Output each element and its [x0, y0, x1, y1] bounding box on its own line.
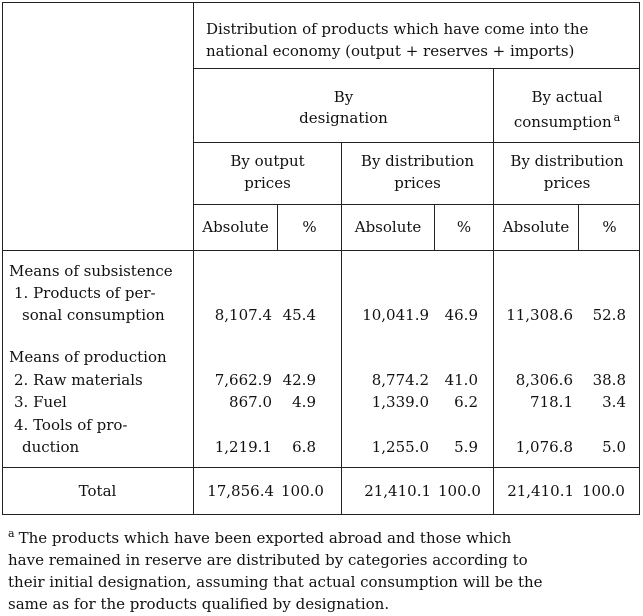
by-dist-prices-2-line-1: By distribution: [510, 152, 624, 170]
by-designation-line-1: By: [333, 88, 354, 106]
stub-row4-line-1: 4. Tools of pro-: [14, 416, 128, 434]
by-actual-line-2: [494, 107, 640, 133]
col-head-absolute-1: Absolute: [202, 218, 269, 236]
col-head-absolute-3: Absolute: [502, 218, 570, 236]
footnote-marker: a: [613, 111, 621, 124]
top-header-line-1: Distribution of products which have come into the: [206, 20, 589, 38]
r1-abs-dist: 10,041.9: [362, 306, 429, 324]
col-head-absolute-2: Absolute: [354, 218, 422, 236]
stub-row2: 2. Raw materials: [14, 371, 143, 389]
stub-means-of-production: Means of production: [9, 348, 167, 366]
by-designation-line-2: designation: [299, 109, 388, 127]
rule-under-column-heads: [2, 250, 640, 251]
stub-total: Total: [78, 482, 117, 500]
by-dist-prices-1-line-2: prices: [394, 174, 441, 192]
top-header-line-2: national economy (output + reserves + imports): [206, 42, 575, 60]
by-dist-prices-1-line-1: By distribution: [360, 152, 475, 170]
r3-abs-output: 867.0: [229, 393, 272, 411]
col-head-percent-2: %: [456, 218, 472, 236]
r1-abs-output: 8,107.4: [214, 306, 272, 324]
stub-row1-line-2: sonal consumption: [22, 306, 165, 324]
rule-under-designation: [194, 142, 640, 143]
by-actual-line-1: By actual: [531, 88, 603, 106]
r3-pct-output: 4.9: [292, 393, 316, 411]
footnote: [8, 523, 638, 615]
r2-abs-dist: 8,774.2: [371, 371, 429, 389]
stub-means-of-subsistence: Means of subsistence: [9, 262, 173, 280]
r2-pct-dist: 41.0: [444, 371, 478, 389]
stub-row3: 3. Fuel: [14, 393, 67, 411]
footnote-mark: a: [8, 527, 15, 540]
col-head-percent-1: %: [302, 218, 317, 236]
total-pct-output: 100.0: [281, 482, 324, 500]
rule-under-prices: [194, 204, 640, 205]
r2-pct-actual: 38.8: [592, 371, 626, 389]
total-pct-dist: 100.0: [438, 482, 481, 500]
col-head-percent-3: %: [602, 218, 617, 236]
r4-pct-dist: 5.9: [454, 438, 478, 456]
rule-output-distribution: [341, 142, 342, 515]
rule-above-total: [2, 467, 640, 468]
r4-pct-actual: 5.0: [602, 438, 626, 456]
r3-pct-actual: 3.4: [602, 393, 626, 411]
total-abs-actual: 21,410.1: [507, 482, 574, 500]
by-dist-prices-2-line-2: prices: [543, 174, 591, 192]
total-abs-output: 17,856.4: [207, 482, 274, 500]
footnote-line-4: same as for the products qualified by designation.: [8, 595, 390, 613]
r2-abs-output: 7,662.9: [214, 371, 272, 389]
r2-pct-output: 42.9: [282, 371, 316, 389]
r3-abs-actual: 718.1: [530, 393, 573, 411]
by-output-prices-line-2: prices: [244, 174, 291, 192]
stub-row1-line-1: 1. Products of per-: [14, 284, 156, 302]
r1-pct-actual: 52.8: [592, 306, 626, 324]
r4-abs-output: 1,219.1: [214, 438, 272, 456]
r1-abs-actual: 11,308.6: [506, 306, 573, 324]
r4-abs-dist: 1,255.0: [371, 438, 429, 456]
r4-abs-actual: 1,076.8: [515, 438, 573, 456]
by-actual-consumption-text: consumption: [513, 113, 612, 131]
by-output-prices-line-1: By output: [230, 152, 305, 170]
r3-pct-dist: 6.2: [454, 393, 478, 411]
footnote-text-1: The products which have been exported abroad and those which: [18, 529, 512, 547]
r3-abs-dist: 1,339.0: [371, 393, 429, 411]
footnote-line-1: [8, 523, 638, 549]
r1-pct-dist: 46.9: [444, 306, 478, 324]
total-abs-dist: 21,410.1: [364, 482, 431, 500]
total-pct-actual: 100.0: [582, 482, 625, 500]
rule-under-top-header: [194, 68, 640, 69]
r1-pct-output: 45.4: [282, 306, 316, 324]
stub-row4-line-2: duction: [22, 438, 80, 456]
footnote-line-2: have remained in reserve are distributed by categories according to: [8, 551, 528, 569]
footnote-line-3: their initial designation, assuming that actual consumption will be the: [8, 573, 543, 591]
r4-pct-output: 6.8: [292, 438, 316, 456]
r2-abs-actual: 8,306.6: [515, 371, 573, 389]
